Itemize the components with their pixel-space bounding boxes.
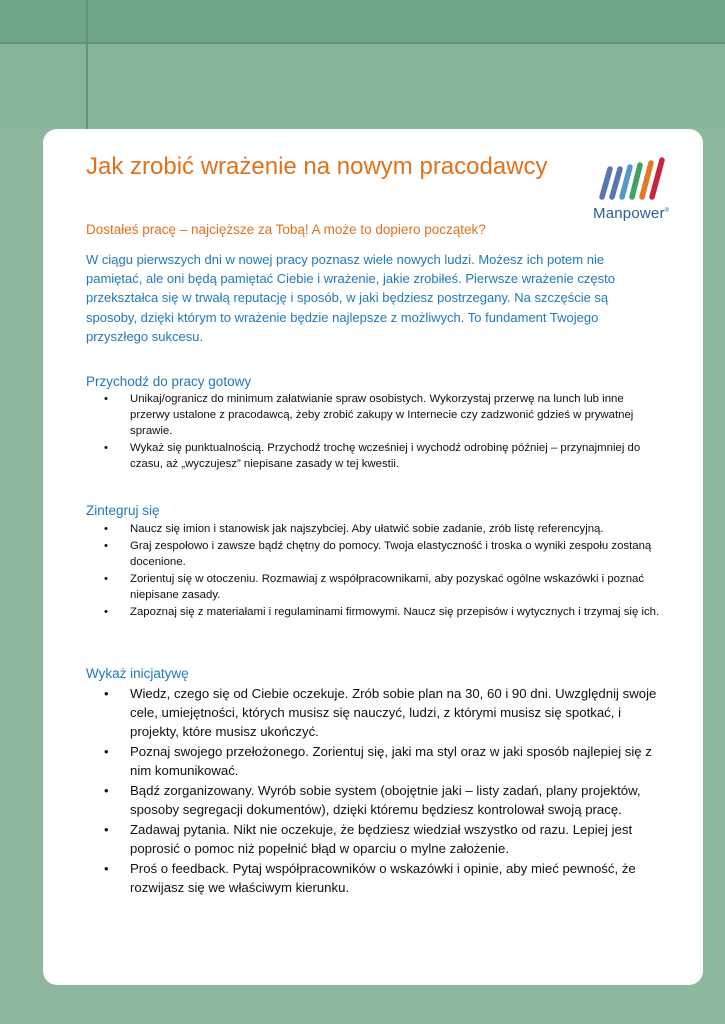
page-title: Jak zrobić wrażenie na nowym pracodawcy [86, 153, 548, 180]
manpower-logo-text: Manpower® [593, 205, 670, 222]
background-line [86, 0, 88, 129]
section-heading-integrate: Zintegruj się [86, 503, 160, 518]
list-item: • Naucz się imion i stanowisk jak najszybciej. Aby ułatwić sobie zadanie, zrób listę referencyjną. [86, 521, 661, 537]
list-item: • Graj zespołowo i zawsze bądź chętny do pomocy. Twoja elastyczność i troska o wyniki zespołu zostaną docenione. [86, 538, 661, 570]
logo-stripe-1 [602, 169, 610, 197]
list-item: • Wiedz, czego się od Ciebie oczekuje. Zrób sobie plan na 30, 60 i 90 dni. Uwzględnij swoje cele, umiejętności, których musisz się nauczyć, ludzi, z którymi musisz się spotkać, i projekty, które musisz ukończyć. [86, 684, 666, 742]
list-item: • Poznaj swojego przełożonego. Zorientuj się, jaki ma styl oraz w jaki sposób najlepiej się z nim komunikować. [86, 742, 666, 780]
section-heading-initiative: Wykaż inicjatywę [86, 666, 189, 681]
background-band [0, 42, 725, 128]
list-item: • Zadawaj pytania. Nikt nie oczekuje, że będziesz wiedział wszystko od razu. Lepiej jest poprosić o pomoc niż popełnić błąd w oparciu o mylne założenie. [86, 820, 666, 858]
logo-stripe-4 [632, 165, 640, 197]
list-item: • Zorientuj się w otoczeniu. Rozmawiaj z współpracownikami, aby pozyskać ogólne wskazówki i poznać niepisane zasady. [86, 571, 661, 603]
section-list-initiative [86, 684, 666, 898]
list-item: • Unikaj/ogranicz do minimum załatwianie spraw osobistych. Wykorzystaj przerwę na lunch lub inne przerwy ustalone z pracodawcą, żeby zrobić zakupy w Internecie czy zadzwonić gdzieś w prywatnej sprawie. [86, 391, 661, 440]
section-list-integrate [86, 521, 661, 620]
list-item: • Bądź zorganizowany. Wyrób sobie system (obojętnie jaki – listy zadań, plany projektów, sposoby segregacji dokumentów), dzięki któremu będziesz kontrolował swoją pracę. [86, 781, 666, 819]
logo-stripe-3 [622, 167, 630, 197]
logo-stripe-5 [642, 163, 651, 197]
logo-stripe-2 [612, 169, 620, 197]
list-item: • Proś o feedback. Pytaj współpracowników o wskazówki i opinie, aby mieć pewność, że rozwijasz się we właściwym kierunku. [86, 859, 666, 897]
logo-stripe-6 [652, 160, 662, 197]
background-top-band [0, 0, 725, 42]
section-heading-ready: Przychodź do pracy gotowy [86, 374, 252, 389]
list-item: • Zapoznaj się z materiałami i regulaminami firmowymi. Naucz się przepisów i wytycznych i trzymaj się ich. [86, 604, 661, 620]
page-subtitle: Dostałeś pracę – najcięższe za Tobą! A może to dopiero początek? [86, 222, 486, 237]
list-item: • Wykaż się punktualnością. Przychodź trochę wcześniej i wychodź odrobinę później – przynajmniej do czasu, aż „wyczujesz” niepisane zasady w tej kwestii. [86, 440, 661, 472]
intro-paragraph: W ciągu pierwszych dni w nowej pracy poznasz wiele nowych ludzi. Możesz ich potem nie pamiętać, ale oni będą pamiętać Ciebie i wrażenie, jakie zrobiłeś. Pierwsze wrażenie często przekształca się w trwałą reputację i sposób, w jaki będziesz postrzegany. Na szczęście są sposoby, dzięki którym to wrażenie będzie najlepsze z możliwych. To fundament Twojego przyszłego sukcesu. [86, 252, 615, 344]
section-list-ready [86, 391, 661, 473]
background-line [0, 42, 725, 44]
